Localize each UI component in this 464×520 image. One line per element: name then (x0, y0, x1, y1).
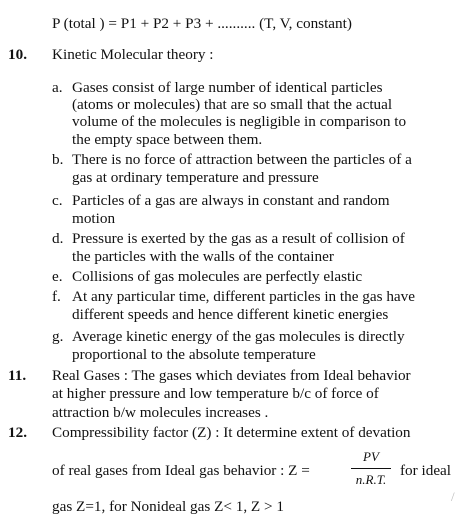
section-12-number: 12. (8, 424, 27, 441)
item-c-marker: c. (52, 192, 63, 209)
item-f-line-2: different speeds and hence different kinetic energies (72, 306, 389, 323)
page-corner-mark: / (451, 489, 455, 504)
fraction-numerator: PV (363, 449, 379, 464)
item-d-line-1: Pressure is exerted by the gas as a result of collision of (72, 230, 405, 247)
item-b-line-2: gas at ordinary temperature and pressure (72, 169, 319, 186)
item-b-marker: b. (52, 151, 64, 168)
item-d-marker: d. (52, 230, 64, 247)
item-a-line-2: (atoms or molecules) that are so small that the actual (72, 96, 393, 113)
section-10-title: Kinetic Molecular theory : (52, 46, 214, 63)
item-f-line-1: At any particular time, different particles in the gas have (72, 288, 415, 305)
dalton-equation: P (total ) = P1 + P2 + P3 + .......... (T, V, constant) (52, 15, 352, 32)
item-e-marker: e. (52, 268, 63, 285)
item-g-marker: g. (52, 328, 64, 345)
item-a-line-3: volume of the molecules is negligible in comparison to (72, 113, 407, 130)
section-11-number: 11. (8, 367, 27, 384)
compressibility-line-2: of real gases from Ideal gas behavior : Z = (52, 462, 310, 479)
item-g-line-1: Average kinetic energy of the gas molecules is directly (72, 328, 405, 345)
real-gases-line-1: Real Gases : The gases which deviates from Ideal behavior (52, 367, 411, 384)
item-d-line-2: the particles with the walls of the container (72, 248, 334, 265)
item-e-line-1: Collisions of gas molecules are perfectly elastic (72, 268, 363, 285)
item-b-line-1: There is no force of attraction between the particles of a (72, 151, 412, 168)
compressibility-line-1: Compressibility factor (Z) : It determine extent of devation (52, 424, 411, 441)
item-a-line-4: the empty space between them. (72, 131, 263, 148)
item-g-line-2: proportional to the absolute temperature (72, 346, 316, 363)
fraction-denominator: n.R.T. (355, 472, 387, 487)
item-a-line-1: Gases consist of large number of identical particles (72, 79, 383, 96)
section-10-number: 10. (8, 46, 27, 63)
real-gases-line-2: at higher pressure and low temperature b/c of force of (52, 385, 379, 402)
real-gases-line-3: attraction b/w molecules increases . (52, 404, 269, 421)
compressibility-line-2-end: for ideal (400, 462, 452, 479)
item-c-line-2: motion (72, 210, 116, 227)
compressibility-line-3: gas Z=1, for Nonideal gas Z< 1, Z > 1 (52, 498, 284, 515)
item-c-line-1: Particles of a gas are always in constant and random (72, 192, 390, 209)
item-f-marker: f. (52, 288, 61, 305)
fraction-bar (351, 468, 391, 469)
item-a-marker: a. (52, 79, 63, 96)
